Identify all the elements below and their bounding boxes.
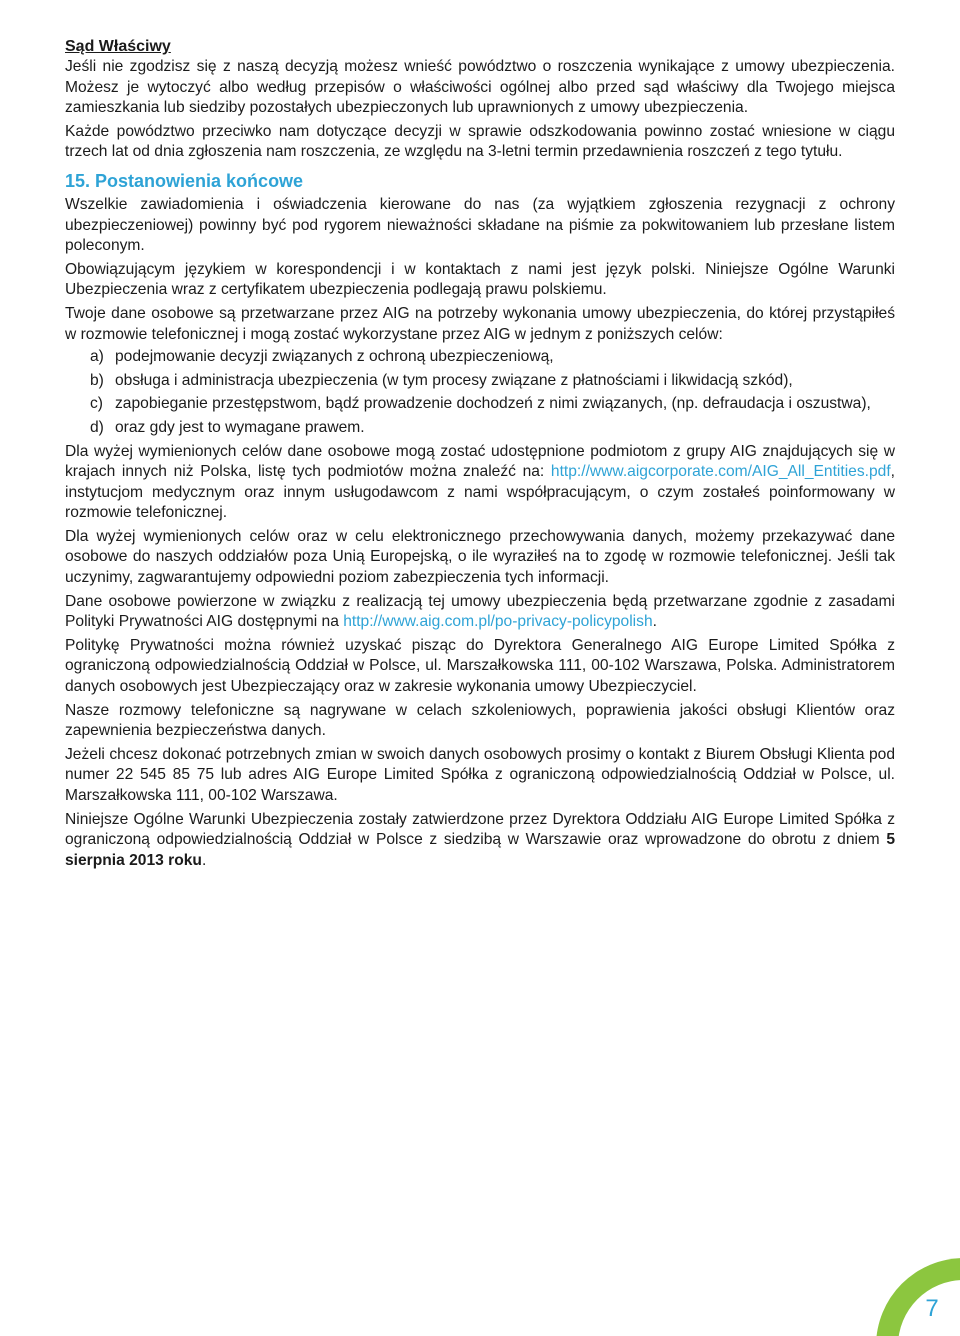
list-item [65, 347, 895, 368]
paragraph: Nasze rozmowy telefoniczne są nagrywane w celach szkoleniowych, poprawienia jakości obsługi Klientów oraz zapewnienia bezpieczeństwa danych. [65, 701, 895, 740]
list-marker: a) [90, 348, 104, 366]
list-item [65, 371, 895, 392]
paragraph-text: Dane osobowe powierzone w związku z realizacją tej umowy ubezpieczenia będą przetwarzane zgodnie z zasadami Polityki Prywatności AIG dostępnymi na [65, 592, 895, 631]
paragraph: Jeżeli chcesz dokonać potrzebnych zmian w swoich danych osobowych prosimy o kontakt z Biurem Obsługi Klienta pod numer 22 545 85 75 lub adres AIG Europe Limited Spółka z ograniczoną odpowiedzialnością Oddział w Polsce, ul. Marszałkowska 111, 00-102 Warszawa. [65, 745, 895, 804]
purpose-list [65, 347, 895, 438]
paragraph-text: Niniejsze Ogólne Warunki Ubezpieczenia zostały zatwierdzone przez Dyrektora Oddziału AIG Europe Limited Spółka z ograniczoną odpowiedzialnością Oddział w Polsce z siedzibą w Warszawie oraz wprowadzone do obrotu z dniem [65, 810, 895, 849]
paragraph: Politykę Prywatności można również uzyskać pisząc do Dyrektora Generalnego AIG Europe Limited Spółka z ograniczoną odpowiedzialnością Oddział w Polsce, ul. Marszałkowska 111, 00-102 Warszawa, Polska. Administratorem danych osobowych jest Ubezpieczający oraz w zakresie wykonania umowy Ubezpieczyciel. [65, 636, 895, 696]
list-item-text: oraz gdy jest to wymagane prawem. [115, 418, 365, 436]
document-body [65, 36, 895, 871]
paragraph-text: . [652, 613, 657, 631]
paragraph [65, 810, 895, 872]
page-number: 7 [925, 1295, 939, 1322]
list-item-text: podejmowanie decyzji związanych z ochroną ubezpieczeniową, [115, 348, 554, 366]
paragraph: Jeśli nie zgodzisz się z naszą decyzją możesz wnieść powództwo o roszczenia wynikające z umowy ubezpieczenia. Możesz je wytoczyć albo według przepisów o właściwości ogólnej albo przed sąd właściwy dla Twojego miejsca zamieszkania lub siedziby pozostałych ubezpieczonych lub uprawnionych z umowy ubezpieczenia. [65, 58, 895, 117]
paragraph-text: , instytucjom medycznym oraz innym usługodawcom z nami współpracującym, o czym zostałeś poinformowany w rozmowie telefonicznej. [65, 463, 895, 522]
paragraph-text: . [201, 851, 207, 869]
page-number-badge [868, 1246, 960, 1336]
section-heading-court: Sąd Właściwy [65, 38, 171, 55]
list-marker: b) [90, 371, 104, 389]
paragraph [65, 442, 895, 524]
paragraph: Dla wyżej wymienionych celów oraz w celu elektronicznego przechowywania danych, możemy przekazywać dane osobowe do naszych oddziałów poza Unią Europejską, o ile wyraziłeś na to zgodę w rozmowie telefonicznej. Jeśli tak uczynimy, zagwarantujemy odpowiedni poziom zabezpieczenia tych informacji. [65, 527, 895, 587]
paragraph-text: Dla wyżej wymienionych celów dane osobowe mogą zostać udostępnione podmiotom z grupy AIG znajdujących się w krajach innych niż Polska, listę tych podmiotów można znaleźć na: [65, 442, 895, 481]
paragraph: Obowiązującym językiem w korespondencji i w kontaktach z nami jest język polski. Niniejsze Ogólne Warunki Ubezpieczenia wraz z certyfikatem ubezpieczenia podlegają prawu polskiemu. [65, 260, 895, 299]
effective-date: 5 sierpnia 2013 roku [65, 831, 895, 869]
aig-entities-link[interactable]: http://www.aigcorporate.com/AIG_All_Entities.pdf [550, 463, 891, 481]
list-item [65, 418, 895, 439]
section-heading-final-provisions: 15. Postanowienia końcowe [65, 170, 304, 191]
list-marker: c) [90, 395, 103, 413]
list-item-text: obsługa i administracja ubezpieczenia (w tym procesy związane z płatnościami i likwidacją szkód), [115, 371, 793, 389]
list-item [65, 394, 895, 415]
paragraph: Każde powództwo przeciwko nam dotyczące decyzji w sprawie odszkodowania powinno zostać wniesione w ciągu trzech lat od dnia zgłoszenia nam roszczenia, ze względu na 3-letni termin przedawnienia roszczeń z tego tytułu. [65, 122, 895, 161]
privacy-policy-link[interactable]: http://www.aig.com.pl/po-privacy-policypolish [343, 613, 653, 631]
list-item-text: zapobieganie przestępstwom, bądź prowadzenie dochodzeń z nimi związanych, (np. defraudacja i oszustwa), [115, 395, 871, 413]
list-marker: d) [90, 418, 104, 436]
paragraph: Twoje dane osobowe są przetwarzane przez AIG na potrzeby wykonania umowy ubezpieczenia, do której przystąpiłeś w rozmowie telefonicznej i mogą zostać wykorzystane przez AIG w jednym z poniższych celów: [65, 304, 895, 343]
paragraph: Wszelkie zawiadomienia i oświadczenia kierowane do nas (za wyjątkiem zgłoszenia rezygnacji z ochrony ubezpieczeniowej) powinny być pod rygorem nieważności składane na piśmie za pokwitowaniem lub przesłane listem poleconym. [65, 195, 895, 255]
paragraph [65, 592, 895, 633]
